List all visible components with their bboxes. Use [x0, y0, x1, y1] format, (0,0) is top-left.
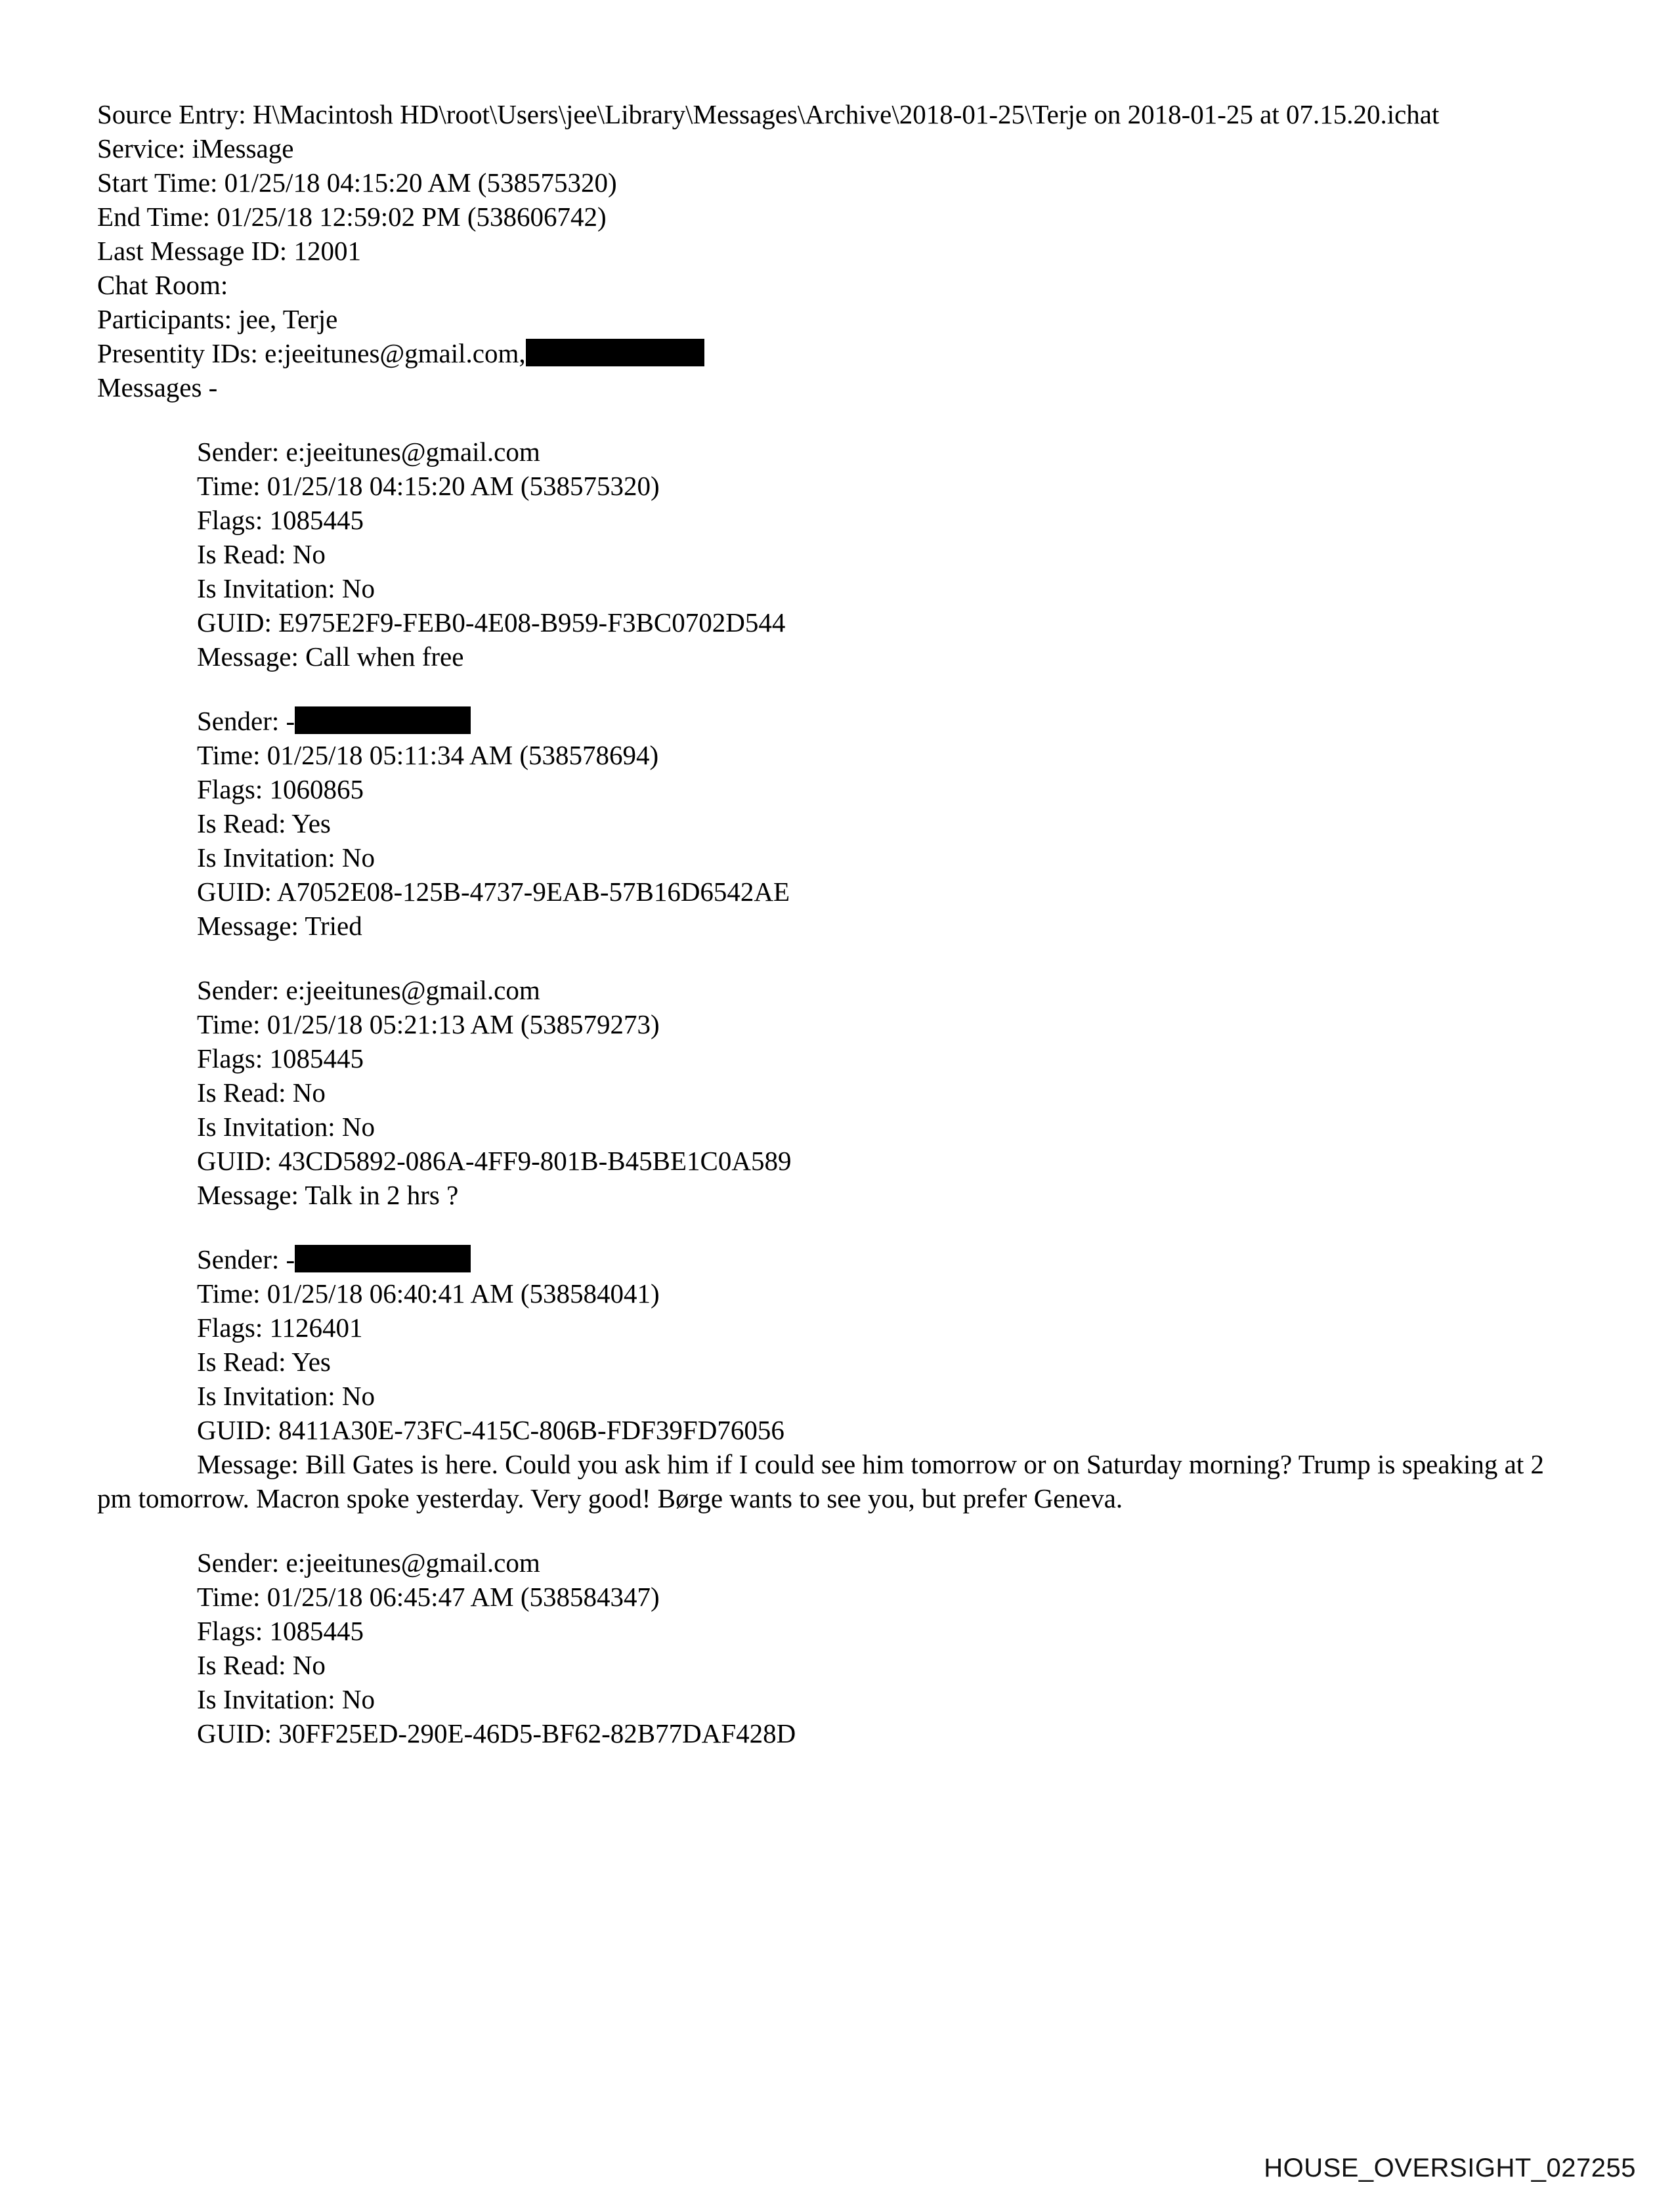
message-is-invitation: Is Invitation: No [197, 1381, 376, 1411]
message-flags: Flags: 1085445 [197, 1043, 364, 1073]
message-is-read: Is Read: Yes [197, 1347, 331, 1377]
message-body: Message: Bill Gates is here. Could you ask him if I could see him tomorrow or on Saturday morning? Trump is speaking at 2 pm tomorrow. Macron spoke yesterday. Very good! Børge wants to see you, but prefer Geneva. [97, 1449, 1545, 1513]
message-guid: GUID: 43CD5892-086A-4FF9-801B-B45BE1C0A589 [197, 1146, 792, 1176]
message-sender: Sender: e:jeeitunes@gmail.com [197, 437, 540, 467]
message-is-invitation: Is Invitation: No [197, 573, 376, 603]
message-sender [197, 704, 1581, 738]
source-entry-line [97, 97, 1581, 131]
message-is-read: Is Read: No [197, 1650, 326, 1680]
message-flags: Flags: 1126401 [197, 1312, 363, 1343]
message-time: Time: 01/25/18 06:40:41 AM (538584041) [197, 1278, 660, 1309]
message-entry [97, 435, 1581, 674]
message-is-read: Is Read: Yes [197, 808, 331, 838]
bates-stamp: HOUSE_OVERSIGHT_027255 [1264, 2154, 1636, 2182]
message-guid: GUID: 8411A30E-73FC-415C-806B-FDF39FD76056 [197, 1415, 784, 1445]
message-flags: Flags: 1085445 [197, 1616, 364, 1646]
transcript-body [97, 97, 1581, 1750]
participants-line: Participants: jee, Terje [97, 304, 338, 334]
messages-heading: Messages - [97, 372, 218, 402]
source-entry-label: Source Entry: [97, 99, 246, 129]
message-entry [97, 1242, 1581, 1515]
redaction-bar [295, 1245, 471, 1272]
message-body: Message: Tried [197, 911, 362, 941]
message-time: Time: 01/25/18 05:21:13 AM (538579273) [197, 1009, 660, 1039]
message-sender: Sender: e:jeeitunes@gmail.com [197, 1548, 540, 1578]
message-is-invitation: Is Invitation: No [197, 1112, 376, 1142]
message-is-invitation: Is Invitation: No [197, 1684, 376, 1714]
last-message-id-line: Last Message ID: 12001 [97, 236, 361, 266]
message-guid: GUID: A7052E08-125B-4737-9EAB-57B16D6542AE [197, 877, 790, 907]
redaction-bar [526, 339, 704, 366]
end-time-line: End Time: 01/25/18 12:59:02 PM (538606742) [97, 202, 607, 232]
message-time: Time: 01/25/18 06:45:47 AM (538584347) [197, 1582, 660, 1612]
message-entry [97, 704, 1581, 943]
message-sender: Sender: e:jeeitunes@gmail.com [197, 975, 540, 1005]
message-guid: GUID: E975E2F9-FEB0-4E08-B959-F3BC0702D544 [197, 607, 786, 638]
presentity-ids-value: Presentity IDs: e:jeeitunes@gmail.com, [97, 338, 526, 368]
chat-room-line: Chat Room: [97, 270, 228, 300]
message-sender-label: Sender: - [197, 1244, 295, 1274]
message-sender [197, 1242, 1581, 1276]
message-guid: GUID: 30FF25ED-290E-46D5-BF62-82B77DAF428D [197, 1718, 796, 1748]
service-line: Service: iMessage [97, 133, 294, 163]
message-sender-label: Sender: - [197, 706, 295, 736]
source-entry-value: H\Macintosh HD\root\Users\jee\Library\Messages\Archive\2018-01-25\Terje on 2018-01-25 at 07.15.20.ichat [252, 99, 1440, 129]
message-flags: Flags: 1085445 [197, 505, 364, 535]
message-entry [97, 1546, 1581, 1750]
message-body: Message: Talk in 2 hrs ? [197, 1180, 459, 1210]
message-is-invitation: Is Invitation: No [197, 842, 376, 873]
message-body: Message: Call when free [197, 641, 464, 672]
message-is-read: Is Read: No [197, 1077, 326, 1108]
start-time-line: Start Time: 01/25/18 04:15:20 AM (538575320) [97, 167, 617, 198]
presentity-ids-line [97, 336, 1581, 370]
message-time: Time: 01/25/18 04:15:20 AM (538575320) [197, 471, 660, 501]
message-flags: Flags: 1060865 [197, 774, 364, 804]
redaction-bar [295, 706, 471, 734]
transcript-header [97, 97, 1581, 404]
message-is-read: Is Read: No [197, 539, 326, 569]
message-entry [97, 973, 1581, 1212]
message-time: Time: 01/25/18 05:11:34 AM (538578694) [197, 740, 659, 770]
